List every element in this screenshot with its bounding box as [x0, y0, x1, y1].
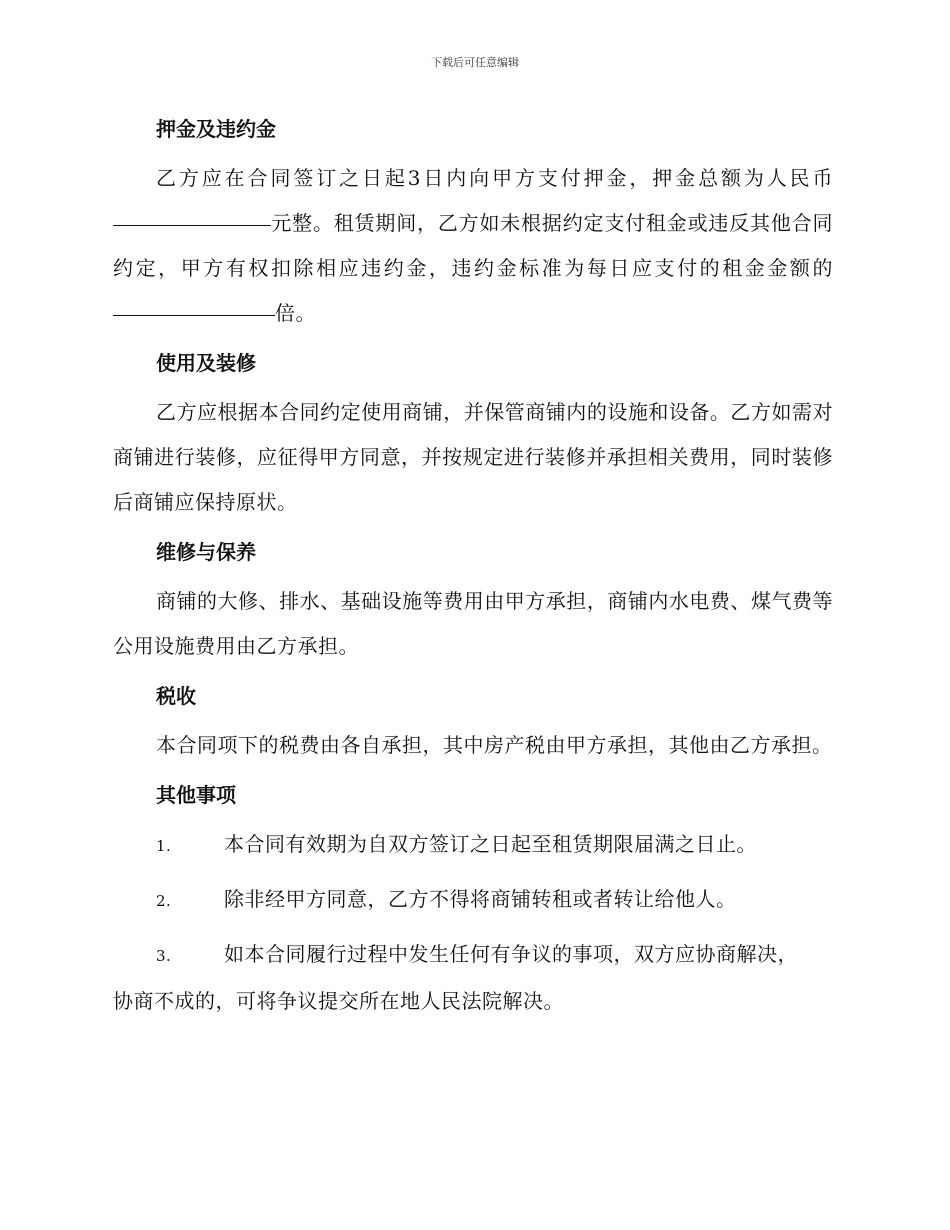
section-heading-maintenance: 维修与保养	[156, 540, 256, 564]
list-number: 3.	[156, 947, 172, 965]
days-value: 3	[407, 166, 422, 190]
section-heading-use: 使用及装修	[156, 351, 256, 375]
penalty-multiple-blank	[113, 314, 275, 316]
list-number: 2.	[156, 892, 172, 910]
list-number: 1.	[156, 837, 172, 855]
list-item: 1. 本合同有效期为自双方签订之日起至租赁期限届满之日止。	[113, 822, 833, 869]
document-body	[113, 110, 833, 1024]
section-heading-tax: 税收	[156, 684, 196, 708]
list-item-continuation: 协商不成的，可将争议提交所在地人民法院解决。	[113, 989, 564, 1013]
list-item: 2. 除非经甲方同意，乙方不得将商铺转租或者转让给他人。	[113, 877, 833, 924]
section-heading-deposit: 押金及违约金	[156, 117, 276, 141]
page-header: 下载后可任意编辑	[431, 56, 519, 69]
section-paragraph-tax: 本合同项下的税费由各自承担，其中房产税由甲方承担，其他由乙方承担。	[156, 733, 833, 757]
section-paragraph-maintenance: 商铺的大修、排水、基础设施等费用由甲方承担，商铺内水电费、煤气费等公用设施费用由乙方承担。	[113, 589, 833, 658]
section-heading-other: 其他事项	[156, 783, 236, 807]
section-paragraph-deposit: 乙方应在合同签订之日起3日内向甲方支付押金，押金总额为人民币元整。租赁期间，乙方如未根据约定支付租金或违反其他合同约定，甲方有权扣除相应违约金，违约金标准为每日应支付的租金金额的倍。	[113, 166, 834, 325]
section-paragraph-use: 乙方应根据本合同约定使用商铺，并保管商铺内的设施和设备。乙方如需对商铺进行装修，应征得甲方同意，并按规定进行装修并承担相关费用，同时装修后商铺应保持原状。	[113, 400, 833, 514]
deposit-amount-blank	[113, 224, 271, 226]
list-item: 3. 如本合同履行过程中发生任何有争议的事项，双方应协商解决，	[113, 932, 833, 979]
